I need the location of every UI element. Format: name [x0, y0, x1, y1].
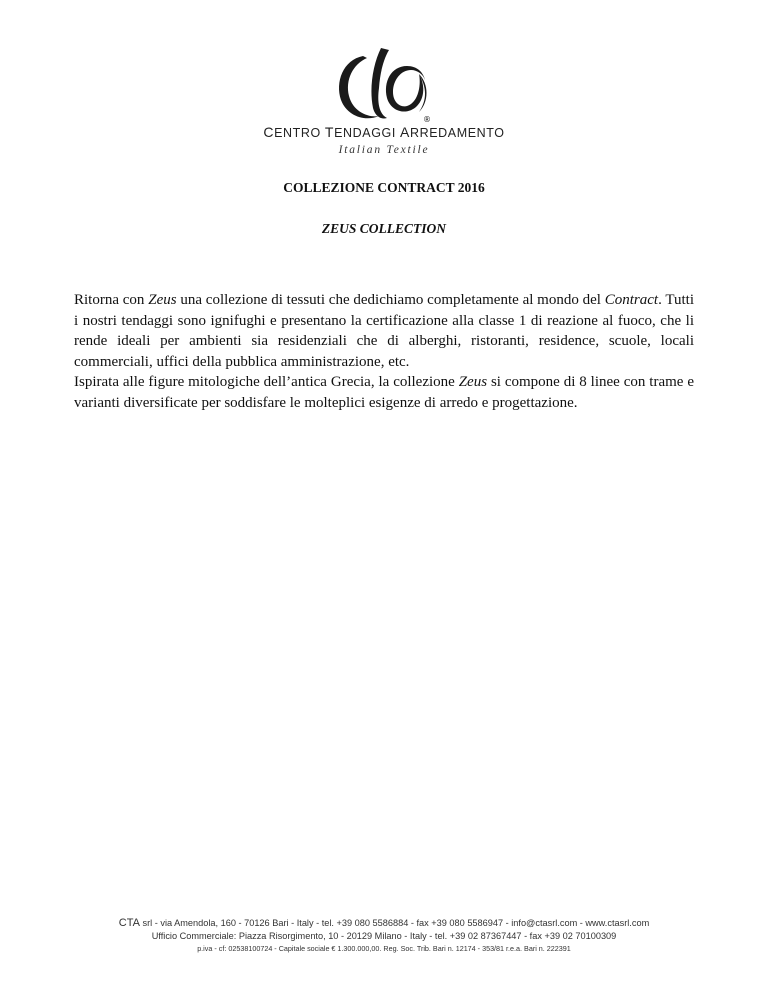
footer: [0, 917, 768, 955]
logo-swoosh-a: [386, 66, 425, 112]
brand-name: [0, 124, 768, 140]
footer-legal-line: p.iva - cf: 02538100724 - Capitale sociale € 1.300.000,00. Reg. Soc. Trib. Bari n. 12174 - 353/81 r.e.a. Bari n. 222391: [197, 944, 571, 953]
brand-tagline: Italian Textile: [338, 144, 430, 156]
registered-mark: ®: [423, 115, 431, 124]
document-subtitle: ZEUS COLLECTION: [321, 221, 447, 236]
brand-word: CENTRO: [263, 124, 321, 140]
footer-office-line: Ufficio Commerciale: Piazza Risorgimento, 10 - 20129 Milano - Italy - tel. +39 02 87367447 - fax +39 02 70100309: [151, 931, 617, 941]
brand-word: TENDAGGI: [324, 124, 396, 140]
footer-company: CTA: [118, 917, 140, 929]
footer-address-line: CTA srl - via Amendola, 160 - 70126 Bari - Italy - tel. +39 080 5586884 - fax +39 080 5586947 - info@ctasrl.com - www.ctasrl.com: [118, 917, 650, 929]
cta-logo: [333, 44, 439, 126]
body-paragraph: Ispirata alle figure mitologiche dell’antica Grecia, la collezione Zeus si compone di 8 linee con trame e varianti diversificate per soddisfare le molteplici esigenze di arredo e progettazione.: [74, 374, 694, 411]
logo-swoosh-t: [371, 48, 389, 119]
brand-word: ARREDAMENTO: [400, 124, 505, 140]
document-title: COLLEZIONE CONTRACT 2016: [283, 180, 485, 195]
body-paragraph: Ritorna con Zeus una collezione di tessuti che dedichiamo completamente al mondo del Contract. Tutti i nostri tendaggi sono ignifughi e presentano la certificazione alla classe 1 di reazione al fuoco, che li rende ideali per ambienti sia residenziali che di alberghi, ristoranti, residence, scuole, locali commerciali, uffici della pubblica amministrazione, etc.: [74, 292, 694, 370]
